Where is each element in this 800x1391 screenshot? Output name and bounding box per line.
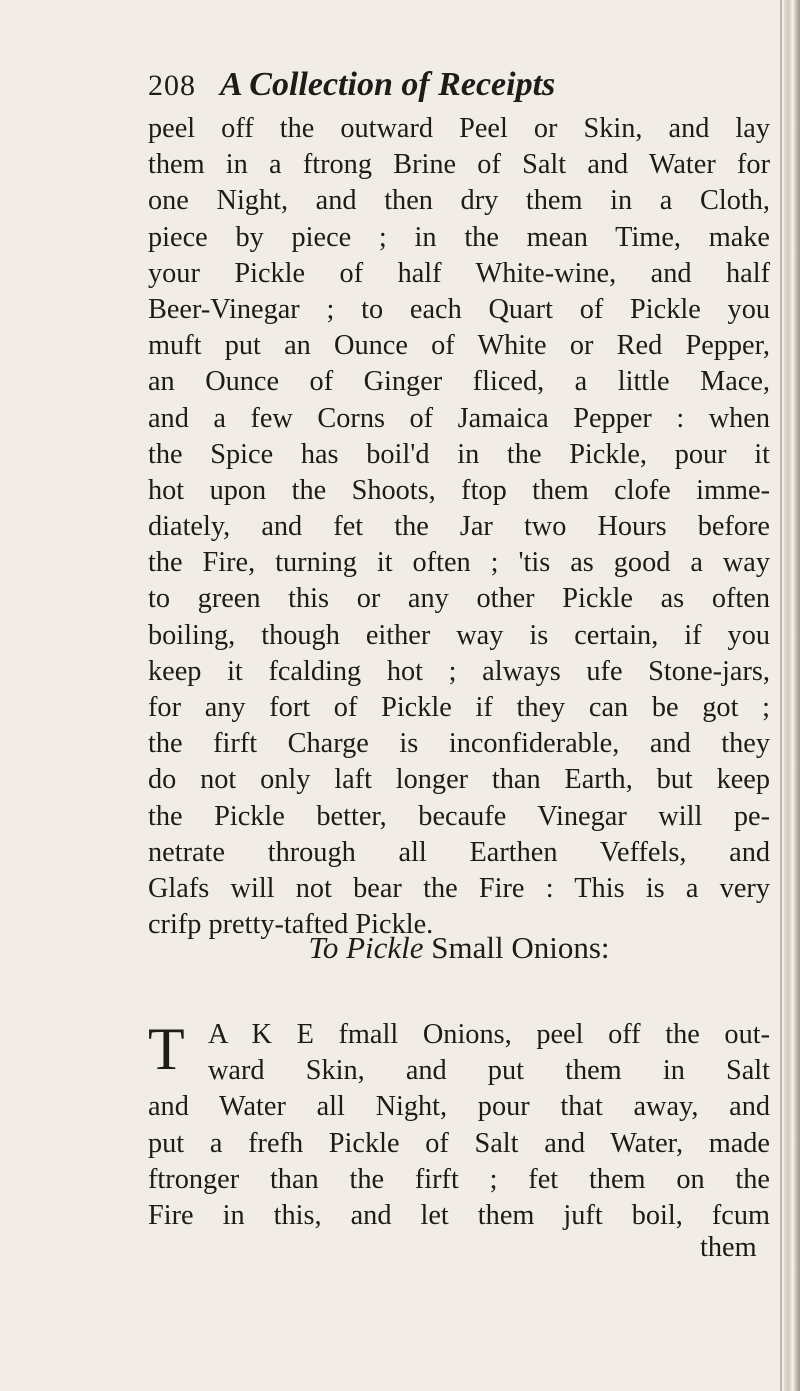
text-line: do not only laft longer than Earth, but keep <box>148 764 770 796</box>
text-line: and a few Corns of Jamaica Pepper : when <box>148 402 770 434</box>
text-line: the firft Charge is inconfiderable, and they <box>148 728 770 760</box>
text-line: to green this or any other Pickle as often <box>148 583 770 615</box>
text-line: keep it fcalding hot ; always ufe Stone-jars, <box>148 655 770 687</box>
recipe-heading-roman: Small Onions: <box>431 930 610 965</box>
text-line: an Ounce of Ginger fliced, a little Mace, <box>148 366 770 398</box>
text-line: one Night, and then dry them in a Cloth, <box>148 185 770 217</box>
text-line: put a frefh Pickle of Salt and Water, made <box>148 1127 770 1159</box>
text-line: diately, and fet the Jar two Hours before <box>148 511 770 543</box>
text-line: muft put an Ounce of White or Red Pepper, <box>148 330 770 362</box>
text-line: Glafs will not bear the Fire : This is a very <box>148 872 770 904</box>
text-line: piece by piece ; in the mean Time, make <box>148 221 770 253</box>
page-gutter-line <box>780 0 782 1391</box>
text-line: ftronger than the firft ; fet them on the <box>148 1163 770 1195</box>
text-line: Fire in this, and let them juft boil, fcum <box>148 1199 770 1231</box>
text-line: the Pickle better, becaufe Vinegar will pe- <box>148 800 770 832</box>
text-line: the Spice has boil'd in the Pickle, pour it <box>148 438 770 470</box>
drop-cap: T <box>148 1016 185 1082</box>
text-line: Beer-Vinegar ; to each Quart of Pickle you <box>148 293 770 325</box>
text-line: and Water all Night, pour that away, and <box>148 1091 770 1123</box>
text-line: peel off the outward Peel or Skin, and lay <box>148 113 770 144</box>
body-paragraph <box>148 111 770 943</box>
text-line: ward Skin, and put them in Salt <box>208 1055 770 1087</box>
recipe-paragraph <box>148 1017 770 1234</box>
text-line: the Fire, turning it often ; 'tis as good a way <box>148 547 770 579</box>
text-line: A K E fmall Onions, peel off the out- <box>208 1019 770 1050</box>
text-line: boiling, though either way is certain, if you <box>148 619 770 651</box>
text-line: crifp pretty-tafted Pickle. <box>148 909 434 941</box>
page-header <box>148 66 768 110</box>
text-line: hot upon the Shoots, ftop them clofe imme- <box>148 474 770 506</box>
catchword: them <box>700 1232 757 1263</box>
text-line: them in a ftrong Brine of Salt and Water for <box>148 149 770 181</box>
running-title: A Collection of Receipts <box>220 66 556 103</box>
text-line: for any fort of Pickle if they can be got ; <box>148 692 770 723</box>
text-line: netrate through all Earthen Veffels, and <box>148 836 770 868</box>
recipe-heading-italic: To Pickle <box>308 930 424 965</box>
text-line: your Pickle of half White-wine, and half <box>148 257 770 289</box>
page-edge <box>784 0 800 1391</box>
recipe-heading <box>148 930 770 974</box>
page-number: 208 <box>148 69 196 102</box>
